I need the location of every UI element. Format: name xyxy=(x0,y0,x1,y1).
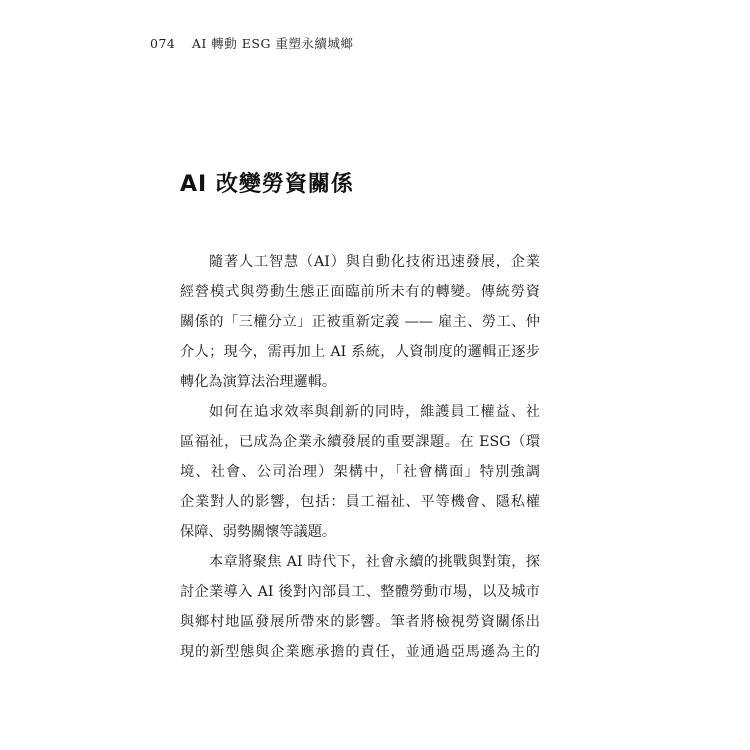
body-text xyxy=(180,247,540,667)
paragraph-3 xyxy=(180,547,540,667)
text-line: 境、社會、公司治理）架構中，「社會構面」特別強調 xyxy=(180,464,540,480)
text-line: 隨著人工智慧（AI）與自動化技術迅速發展，企業 xyxy=(209,254,540,270)
text-line: 經營模式與勞動生態正面臨前所未有的轉變。傳統勞資 xyxy=(180,284,540,300)
text-line: 如何在追求效率與創新的同時，維護員工權益、社 xyxy=(209,404,540,420)
running-header xyxy=(150,34,353,52)
text-line: 介人；現今，需再加上 AI 系統，人資制度的邏輯正逐步 xyxy=(180,344,540,360)
paragraph-1 xyxy=(180,247,540,397)
chapter-title: AI 改變勞資關係 xyxy=(180,172,354,197)
text-line: 關係的「三權分立」正被重新定義 —— 雇主、勞工、仲 xyxy=(180,314,540,330)
paragraph-2 xyxy=(180,397,540,547)
text-line: 轉化為演算法治理邏輯。 xyxy=(180,374,337,390)
text-line: 現的新型態與企業應承擔的責任，並通過亞馬遜為主的 xyxy=(180,644,540,660)
book-title: AI 轉動 ESG 重塑永續城鄉 xyxy=(191,36,354,51)
page-number: 074 xyxy=(150,36,176,51)
text-line: 本章將聚焦 AI 時代下，社會永續的挑戰與對策，探 xyxy=(209,554,540,570)
text-line: 保障、弱勢關懷等議題。 xyxy=(180,524,337,540)
text-line: 企業對人的影響，包括：員工福祉、平等機會、隱私權 xyxy=(180,494,540,510)
text-line: 討企業導入 AI 後對內部員工、整體勞動市場，以及城市 xyxy=(180,584,540,600)
text-line: 與鄉村地區發展所帶來的影響。筆者將檢視勞資關係出 xyxy=(180,614,540,630)
text-line: 區福祉，已成為企業永續發展的重要課題。在 ESG（環 xyxy=(180,434,540,450)
